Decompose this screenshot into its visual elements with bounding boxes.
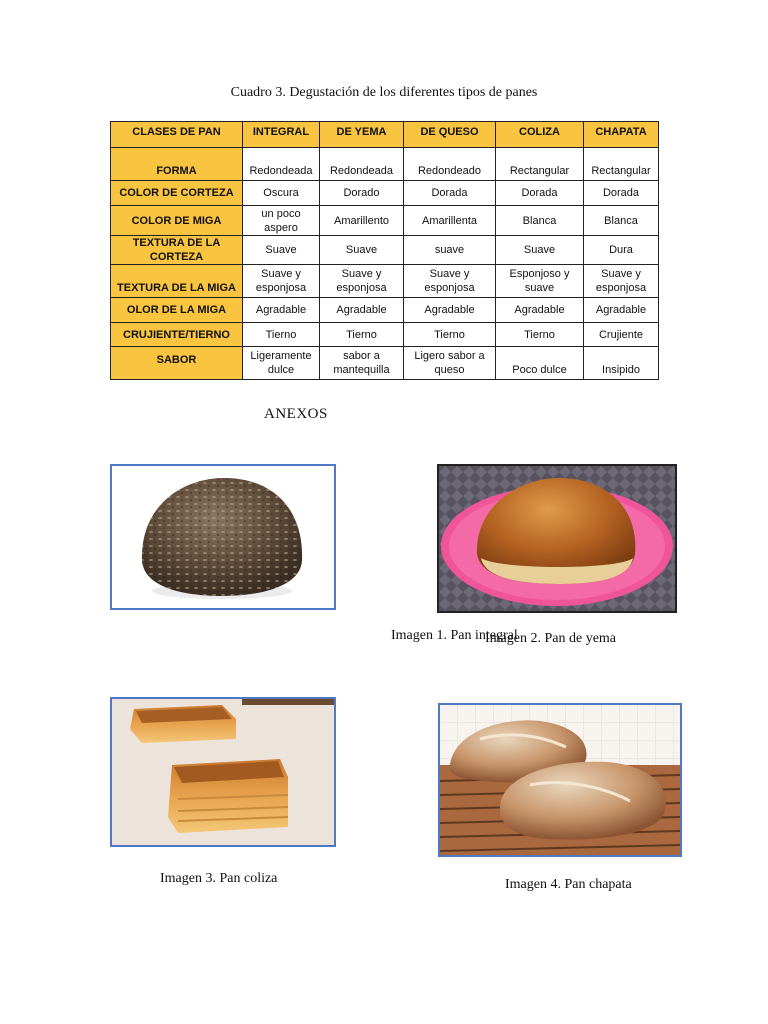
caption-image-2: Imagen 2. Pan de yema	[485, 631, 617, 646]
anexos-heading: ANEXOS	[264, 406, 328, 422]
table-cell: Redondeada	[243, 148, 320, 181]
photo-pan-de-yema	[437, 464, 677, 613]
table-cell: Redondeada	[320, 148, 404, 181]
table-row	[111, 206, 659, 236]
table-cell: Dorada	[496, 181, 584, 206]
table-cell: Dorada	[404, 181, 496, 206]
table-cell: sabor a mantequilla	[320, 347, 404, 380]
table-header-row	[111, 122, 659, 148]
row-label: COLOR DE MIGA	[111, 206, 243, 236]
table-cell: Suave	[243, 236, 320, 265]
table-cell: Tierno	[496, 323, 584, 347]
table-cell: Agradable	[404, 298, 496, 323]
table-cell: Tierno	[243, 323, 320, 347]
bread-yema-illustration	[439, 466, 675, 611]
table-cell: Rectangular	[496, 148, 584, 181]
table-cell: Dura	[584, 236, 659, 265]
table-cell: Suave y esponjosa	[584, 265, 659, 298]
header-clases-de-pan: CLASES DE PAN	[111, 122, 243, 148]
photo-pan-coliza	[110, 697, 336, 847]
table-cell: Crujiente	[584, 323, 659, 347]
table-cell: Insipido	[584, 347, 659, 380]
table-cell: Oscura	[243, 181, 320, 206]
table-cell: Blanca	[496, 206, 584, 236]
bread-coliza-illustration	[112, 699, 334, 845]
row-label: OLOR DE LA MIGA	[111, 298, 243, 323]
table-cell: Rectangular	[584, 148, 659, 181]
table-cell: un poco aspero	[243, 206, 320, 236]
caption-image-1: Imagen 1. Pan integral	[391, 628, 518, 643]
header-integral: INTEGRAL	[243, 122, 320, 148]
table-cell: Suave y esponjosa	[404, 265, 496, 298]
table-cell: Ligero sabor a queso	[404, 347, 496, 380]
table-row	[111, 181, 659, 206]
row-label: TEXTURA DE LA CORTEZA	[111, 236, 243, 265]
table-cell: Suave	[496, 236, 584, 265]
bread-chapata-illustration	[440, 705, 680, 855]
table-row	[111, 323, 659, 347]
header-chapata: CHAPATA	[584, 122, 659, 148]
photo-pan-integral	[110, 464, 336, 610]
table-cell: Dorada	[584, 181, 659, 206]
table-row	[111, 298, 659, 323]
caption-image-4: Imagen 4. Pan chapata	[505, 877, 632, 892]
table-row	[111, 236, 659, 265]
table-cell: Tierno	[404, 323, 496, 347]
row-label: SABOR	[111, 347, 243, 380]
table-cell: Agradable	[243, 298, 320, 323]
table-cell: Suave	[320, 236, 404, 265]
table-caption: Cuadro 3. Degustación de los diferentes tipos de panes	[230, 85, 538, 100]
table-cell: Agradable	[496, 298, 584, 323]
table-row	[111, 347, 659, 380]
table-cell: Agradable	[320, 298, 404, 323]
row-label: COLOR DE CORTEZA	[111, 181, 243, 206]
header-de-queso: DE QUESO	[404, 122, 496, 148]
table-row	[111, 265, 659, 298]
header-coliza: COLIZA	[496, 122, 584, 148]
bread-integral-illustration	[112, 466, 334, 608]
table-cell: Ligeramente dulce	[243, 347, 320, 380]
row-label: TEXTURA DE LA MIGA	[111, 265, 243, 298]
table-cell: Amarillento	[320, 206, 404, 236]
tasting-table	[110, 121, 659, 380]
table-cell: Agradable	[584, 298, 659, 323]
table-cell: suave	[404, 236, 496, 265]
photo-pan-chapata	[438, 703, 682, 857]
row-label: CRUJIENTE/TIERNO	[111, 323, 243, 347]
table-cell: Suave y esponjosa	[243, 265, 320, 298]
table-cell: Blanca	[584, 206, 659, 236]
table-cell: Dorado	[320, 181, 404, 206]
table-cell: Redondeado	[404, 148, 496, 181]
table-cell: Poco dulce	[496, 347, 584, 380]
header-de-yema: DE YEMA	[320, 122, 404, 148]
table-cell: Tierno	[320, 323, 404, 347]
row-label: FORMA	[111, 148, 243, 181]
table-cell: Esponjoso y suave	[496, 265, 584, 298]
table-row	[111, 148, 659, 181]
table-cell: Amarillenta	[404, 206, 496, 236]
caption-image-3: Imagen 3. Pan coliza	[160, 871, 278, 886]
table-cell: Suave y esponjosa	[320, 265, 404, 298]
